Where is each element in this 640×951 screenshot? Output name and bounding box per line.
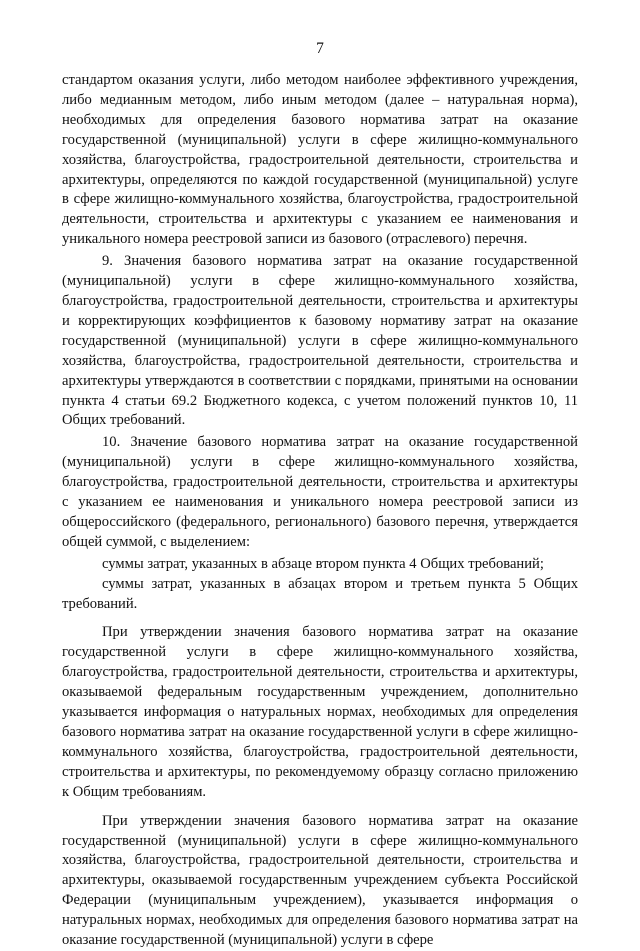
- paragraph-regional-approval: При утверждении значения базового норматива затрат на оказание государственной (муниципальной) услуги в сфере жилищно-коммунального хозяйства, благоустройства, градостроительной деятельности, строительства и архитектуры, оказываемой государственным учреждением субъекта Российской Федерации (муниципальным учреждением), указывается информация о натуральных нормах, необходимых для определения базового норматива затрат на оказание государственной (муниципальной) услуги в сфере: [62, 812, 578, 949]
- paragraph-item-9: 9. Значения базового норматива затрат на оказание государственной (муниципальной) услуги в сфере жилищно-коммунального хозяйства, благоустройства, градостроительной деятельности, строительства и архитектуры и корректирующих коэффициентов к базовому нормативу затрат на оказание государственной (муниципальной) услуги в сфере жилищно-коммунального хозяйства, благоустройства, градостроительной деятельности, строительства и архитектуры утверждаются в соответствии с порядками, принятыми на основании пункта 4 статьи 69.2 Бюджетного кодекса, с учетом положений пунктов 10, 11 Общих требований.: [62, 253, 578, 429]
- page-number: 7: [316, 40, 324, 57]
- paragraph-item-10: 10. Значение базового норматива затрат на оказание государственной (муниципальной) услуги в сфере жилищно-коммунального хозяйства, благоустройства, градостроительной деятельности, строительства и архитектуры с указанием ее наименования и уникального номера реестровой записи из общероссийского (федерального, регионального) базового перечня, утверждается общей суммой, с выделением:: [62, 434, 578, 550]
- paragraph-costs-second: суммы затрат, указанных в абзацах втором и третьем пункта 5 Общих требований.: [62, 575, 578, 612]
- document-body: [62, 71, 578, 951]
- paragraph-costs-first: суммы затрат, указанных в абзаце втором пункта 4 Общих требований;: [102, 555, 544, 572]
- paragraph-federal-approval: При утверждении значения базового норматива затрат на оказание государственной услуги в сфере жилищно-коммунального хозяйства, благоустройства, градостроительной деятельности, строительства и архитектуры, оказываемой федеральным государственным учреждением, дополнительно указывается информация о натуральных нормах, необходимых для определения базового норматива затрат на оказание государственной услуги в сфере жилищно-коммунального хозяйства, благоустройства, градостроительной деятельности, строительства и архитектуры, по рекомендуемому образцу согласно приложению к Общим требованиям.: [62, 624, 578, 800]
- paragraph-continuation: стандартом оказания услуги, либо методом наиболее эффективного учреждения, либо медианным методом, либо иным методом (далее – натуральная норма), необходимых для определения базового норматива затрат на оказание государственной (муниципальной) услуги в сфере жилищно-коммунального хозяйства, благоустройства, градостроительной деятельности, строительства и архитектуры, определяются по каждой государственной (муниципальной) услуге в сфере жилищно-коммунального хозяйства, благоустройства, градостроительной деятельности, строительства и архитектуры с указанием ее наименования и уникального номера реестровой записи из базового (отраслевого) перечня.: [62, 72, 578, 248]
